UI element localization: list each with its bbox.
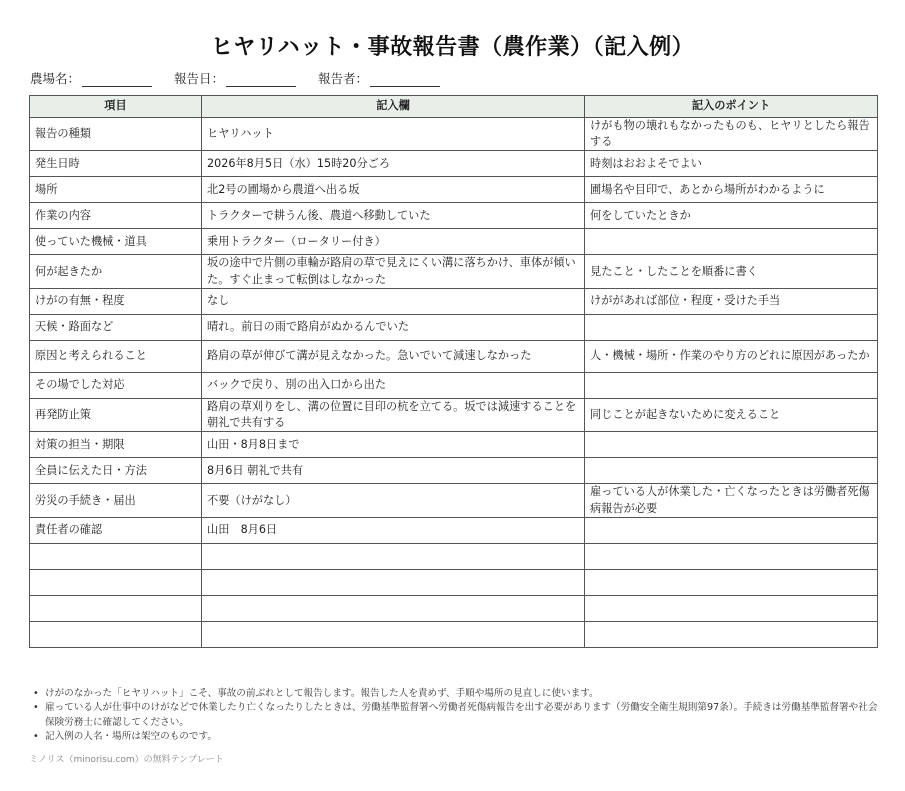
table-cell-item: けがの有無・程度 (30, 288, 202, 314)
table-cell-item: 作業の内容 (30, 203, 202, 229)
table-cell-entry[interactable]: 8月6日 朝礼で共有 (202, 458, 585, 484)
table-row (30, 151, 878, 177)
table-cell-entry[interactable]: 路肩の草が伸びて溝が見えなかった。急いでいて減速しなかった (202, 340, 585, 372)
table-cell-item: 責任者の確認 (30, 517, 202, 543)
report-date-field[interactable] (174, 69, 296, 87)
table-cell-point[interactable] (585, 432, 878, 458)
table-row (30, 372, 878, 398)
page-title: ヒヤリハット・事故報告書（農作業）（記入例） (210, 35, 695, 60)
table-cell-point[interactable] (585, 621, 878, 647)
table-cell-item: 全員に伝えた日・方法 (30, 458, 202, 484)
table-cell-entry[interactable]: 山田 8月6日 (202, 517, 585, 543)
report-meta (30, 69, 440, 87)
table-cell-entry[interactable]: 2026年8月5日（水）15時20分ごろ (202, 151, 585, 177)
table-cell-entry[interactable] (202, 569, 585, 595)
table-cell-item (30, 595, 202, 621)
table-body (30, 118, 878, 648)
table-cell-point[interactable] (585, 569, 878, 595)
table-cell-point[interactable]: 同じことが起きないために変えること (585, 398, 878, 431)
table-cell-point[interactable] (585, 314, 878, 340)
table-cell-entry[interactable] (202, 621, 585, 647)
table-cell-item: 発生日時 (30, 151, 202, 177)
table-row (30, 398, 878, 431)
table-cell-item (30, 621, 202, 647)
table-row (30, 118, 878, 151)
table-cell-point[interactable]: 雇っている人が休業した・亡くなったときは労働者死傷病報告が必要 (585, 484, 878, 517)
table-cell-entry[interactable]: なし (202, 288, 585, 314)
table-cell-item: 原因と考えられること (30, 340, 202, 372)
footer-credit: ミノリス（minorisu.com）の無料テンプレート (29, 755, 224, 765)
table-cell-point[interactable]: 圃場名や目印で、あとから場所がわかるように (585, 177, 878, 203)
report-table (29, 95, 878, 648)
table-cell-item (30, 543, 202, 569)
table-cell-point[interactable]: 何をしていたときか (585, 203, 878, 229)
note-item: • 雇っている人が仕事中のけがなどで休業したり亡くなったりしたときは、労働基準監督署へ労働者死傷病報告を出す必要があります（労働安全衛生規則第97条）。手続きは労働基準監督署や社会保険労務士に確認してください。 (29, 701, 879, 730)
table-cell-entry[interactable]: ヒヤリハット (202, 118, 585, 151)
table-cell-entry[interactable]: トラクターで耕うん後、農道へ移動していた (202, 203, 585, 229)
table-cell-item: 天候・路面など (30, 314, 202, 340)
table-cell-point[interactable] (585, 517, 878, 543)
reporter-field[interactable] (318, 69, 440, 87)
table-row (30, 432, 878, 458)
table-cell-point[interactable] (585, 458, 878, 484)
farm-name-field[interactable] (30, 69, 152, 87)
report-date-label: 報告日： (174, 71, 225, 86)
table-cell-entry[interactable]: 路肩の草刈りをし、溝の位置に目印の杭を立てる。坂では減速することを朝礼で共有する (202, 398, 585, 431)
table-cell-entry[interactable]: 乗用トラクター（ロータリー付き） (202, 229, 585, 255)
table-cell-entry[interactable] (202, 595, 585, 621)
table-cell-point[interactable] (585, 595, 878, 621)
table-row (30, 543, 878, 569)
header-entry: 記入欄 (202, 96, 585, 118)
table-cell-entry[interactable]: 山田・8月8日まで (202, 432, 585, 458)
table-row (30, 203, 878, 229)
table-row (30, 288, 878, 314)
table-row (30, 177, 878, 203)
table-cell-item (30, 569, 202, 595)
farm-name-blank[interactable] (82, 73, 152, 87)
table-cell-entry[interactable]: 北2号の圃場から農道へ出る坂 (202, 177, 585, 203)
note-item: • けがのなかった「ヒヤリハット」こそ、事故の前ぶれとして報告します。報告した人を責めず、手順や場所の見直しに使います。 (29, 687, 879, 701)
table-cell-point[interactable] (585, 372, 878, 398)
table-cell-item: 何が起きたか (30, 255, 202, 288)
reporter-label: 報告者： (318, 71, 369, 86)
table-row (30, 595, 878, 621)
table-row (30, 458, 878, 484)
table-cell-point[interactable] (585, 229, 878, 255)
table-row (30, 569, 878, 595)
report-date-blank[interactable] (226, 73, 296, 87)
table-row (30, 255, 878, 288)
header-item: 項目 (30, 96, 202, 118)
table-cell-entry[interactable]: 晴れ。前日の雨で路肩がぬかるんでいた (202, 314, 585, 340)
notes (29, 687, 879, 745)
note-item: • 記入例の人名・場所は架空のものです。 (29, 730, 879, 744)
table-header-row (30, 96, 878, 118)
table-cell-entry[interactable]: 不要（けがなし） (202, 484, 585, 517)
table-cell-item: 再発防止策 (30, 398, 202, 431)
table-cell-point[interactable]: けがも物の壊れもなかったものも、ヒヤリとしたら報告する (585, 118, 878, 151)
table-row (30, 621, 878, 647)
table-cell-item: 場所 (30, 177, 202, 203)
table-row (30, 517, 878, 543)
table-row (30, 484, 878, 517)
table-cell-entry[interactable] (202, 543, 585, 569)
table-cell-entry[interactable]: 坂の途中で片側の車輪が路肩の草で見えにくい溝に落ちかけ、車体が傾いた。すぐ止まって転倒はしなかった (202, 255, 585, 288)
reporter-blank[interactable] (370, 73, 440, 87)
header-point: 記入のポイント (585, 96, 878, 118)
table-cell-entry[interactable]: バックで戻り、別の出入口から出た (202, 372, 585, 398)
table-cell-point[interactable] (585, 543, 878, 569)
table-cell-item: 報告の種類 (30, 118, 202, 151)
table-cell-item: 労災の手続き・届出 (30, 484, 202, 517)
table-cell-point[interactable]: 人・機械・場所・作業のやり方のどれに原因があったか (585, 340, 878, 372)
table-row (30, 314, 878, 340)
table-cell-item: 使っていた機械・道具 (30, 229, 202, 255)
table-cell-point[interactable]: けががあれば部位・程度・受けた手当 (585, 288, 878, 314)
table-cell-point[interactable]: 見たこと・したことを順番に書く (585, 255, 878, 288)
table-cell-item: 対策の担当・期限 (30, 432, 202, 458)
table-row (30, 340, 878, 372)
table-cell-point[interactable]: 時刻はおおよそでよい (585, 151, 878, 177)
table-row (30, 229, 878, 255)
farm-name-label: 農場名： (30, 71, 81, 86)
table-cell-item: その場でした対応 (30, 372, 202, 398)
